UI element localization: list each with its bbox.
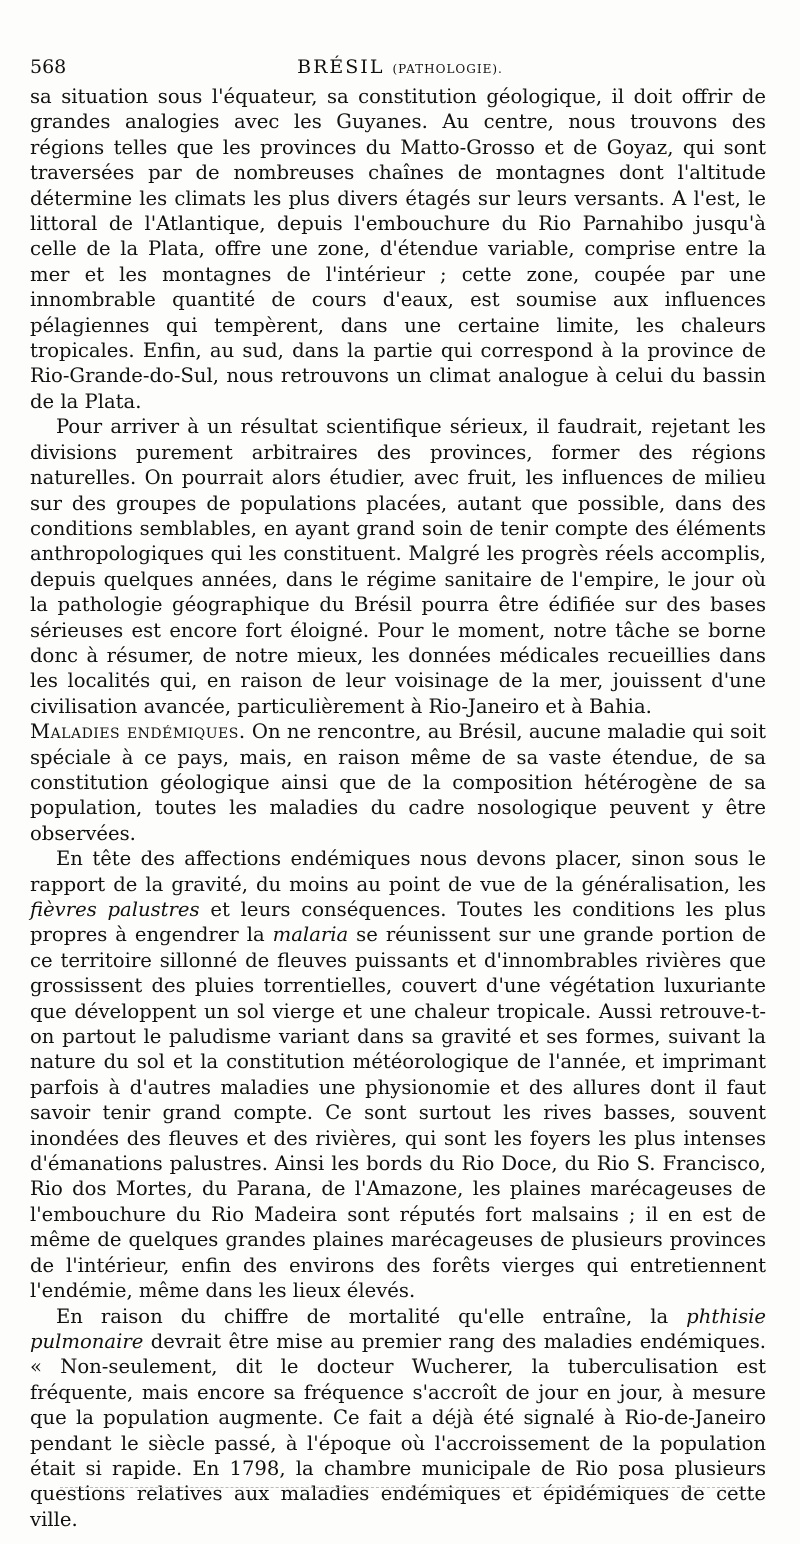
paragraph-5 <box>30 1304 766 1533</box>
paragraph-4-part-c: se réunissent sur une grande portion de ce territoire sillonné de fleuves puissants et d'innombrables rivières que grossissent des pluies torrentielles, couvert d'une végétation luxuriante que développent un sol vierge et une chaleur tropicale. Aussi retrouve-t-on partout le paludisme variant dans sa gravité et ses formes, suivant la nature du sol et la constitution météorologique de l'année, et imprimant parfois à d'autres maladies une physionomie et des allures dont il faut savoir tenir grand compte. Ce sont surtout les rives basses, souvent inondées des fleuves et des rivières, qui sont les foyers les plus intenses d'émanations palustres. Ainsi les bords du Rio Doce, du Rio S. Francisco, Rio dos Mortes, du Parana, de l'Amazone, les plaines marécageuses de l'embouchure du Rio Madeira sont réputés fort malsains ; il en est de même de quelques grandes plaines marécageuses de plusieurs provinces de l'intérieur, enfin des environs des forêts vierges qui entretiennent l'endémie, même dans les lieux élevés. <box>30 923 767 1303</box>
paragraph-4-emphasis-fievres: fièvres palustres <box>30 898 200 921</box>
paragraph-4-emphasis-malaria: malaria <box>272 923 349 947</box>
running-title-sub: (PATHOLOGIE). <box>392 62 503 76</box>
paragraph-5-part-b: devrait être mise au premier rang des maladies endémiques. « Non-seulement, dit le docteur Wucherer, la tuberculisation est fréquente, mais encore sa fréquence s'accroît de jour en jour, à mesure que la population augmente. Ce fait a déjà été signalé à Rio-de-Janeiro pendant le siècle passé, à l'époque où l'accroissement de la population était si rapide. En 1798, la chambre municipale de Rio posa plusieurs questions relatives aux maladies endémiques et épidémiques de cette ville. <box>30 1329 766 1531</box>
paragraph-5-part-a: En raison du chiffre de mortalité qu'elle entraîne, la <box>56 1304 687 1328</box>
paragraph-5-emphasis-phthisie: phthisie pulmonaire <box>30 1304 766 1353</box>
body-text <box>30 84 767 1531</box>
paragraph-3-text: On ne rencontre, au Brésil, aucune maladie qui soit spéciale à ce pays, mais, en raison même de sa vaste étendue, de sa constitution géologique ainsi que de la composition hétérogène de sa population, toutes les maladies du cadre nosologique peuvent y être observées. <box>30 720 766 845</box>
running-head <box>30 56 770 86</box>
paragraph-4-part-a: En tête des affections endémiques nous devons placer, sinon sous le rapport de la gravité, du moins au point de vue de la généralisation, les <box>30 847 766 896</box>
paragraph-2: Pour arriver à un résultat scientifique sérieux, il faudrait, rejetant les divisions purement arbitraires des provinces, former des régions naturelles. On pourrait alors étudier, avec fruit, les influences de milieu sur des groupes de populations placées, autant que possible, dans des conditions semblables, en ayant grand soin de tenir compte des éléments anthropologiques qui les constituent. Malgré les progrès réels accomplis, depuis quelques années, dans le régime sanitaire de l'empire, le jour où la pathologie géographique du Brésil pourra être édifiée sur des bases sérieuses est encore fort éloigné. Pour le moment, notre tâche se borne donc à résumer, de notre mieux, les données médicales recueillies dans les localités qui, en raison de leur voisinage de la mer, jouissent d'une civilisation avancée, particulièrement à Rio-Janeiro et à Bahia. <box>30 415 766 718</box>
paragraph-4 <box>30 846 766 1303</box>
section-heading-maladies-endemiques: Maladies endémiques. <box>30 720 246 744</box>
paragraph-3 <box>30 719 766 846</box>
running-title-main: BRÉSIL <box>297 56 385 78</box>
paragraph-4-part-b: et leurs conséquences. Toutes les conditions les plus propres à engendrer la <box>30 898 766 947</box>
running-title <box>30 56 770 78</box>
paragraph-1: sa situation sous l'équateur, sa constitution géologique, il doit offrir de grandes analogies avec les Guyanes. Au centre, nous trouvons des régions telles que les provinces du Matto-Grosso et de Goyaz, qui sont traversées par de nombreuses chaînes de montagnes dont l'altitude détermine les climats les plus divers étagés sur leurs versants. A l'est, le littoral de l'Atlantique, depuis l'embouchure du Rio Parnahibo jusqu'à celle de la Plata, offre une zone, d'étendue variable, comprise entre la mer et les montagnes de l'intérieur ; cette zone, coupée par une innombrable quantité de cours d'eaux, est soumise aux influences pélagiennes qui tempèrent, dans une certaine limite, les chaleurs tropicales. Enfin, au sud, dans la partie qui correspond à la province de Rio-Grande-do-Sul, nous retrouvons un climat analogue à celui du bassin de la Plata. <box>30 85 766 413</box>
footer-rule <box>60 1487 740 1488</box>
page-number: 568 <box>30 56 67 78</box>
